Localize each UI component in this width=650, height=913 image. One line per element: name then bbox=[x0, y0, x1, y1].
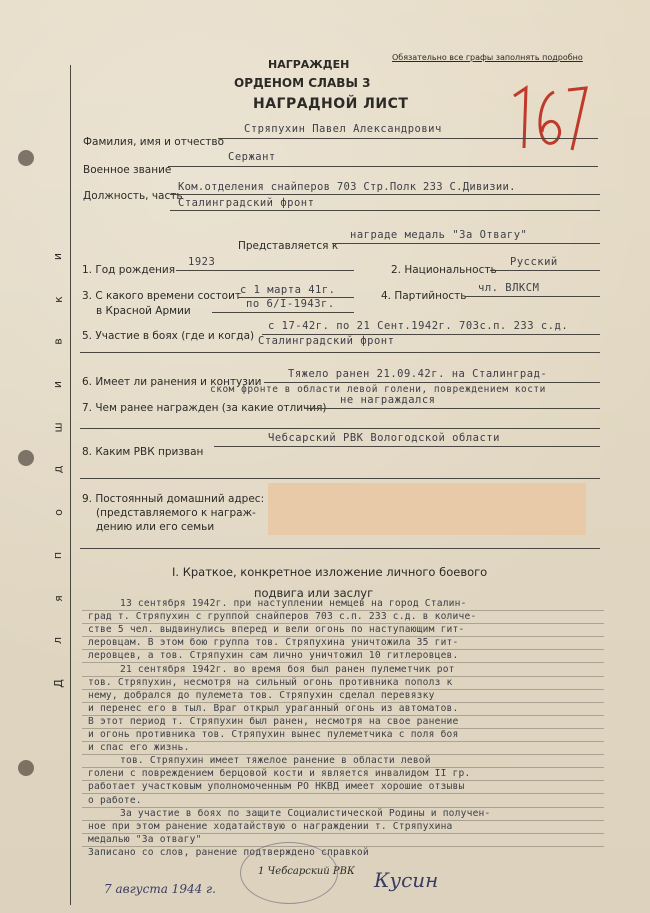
army-since-label-1: 3. С какого времени состоит bbox=[82, 290, 242, 302]
presented-value: награде медаль "За Отвагу" bbox=[350, 229, 528, 241]
birth-year-value: 1923 bbox=[188, 256, 216, 268]
narrative-line: ное при этом ранение ходатайствую о награждении т. Стряпухина bbox=[88, 820, 453, 832]
party-label: 4. Партийность bbox=[381, 290, 467, 302]
nationality-label: 2. Национальность bbox=[391, 264, 497, 276]
side-label-for-binding bbox=[48, 250, 68, 690]
army-since-value-2: по 6/I-1943г. bbox=[246, 298, 335, 310]
birth-year-label: 1. Год рождения bbox=[82, 264, 176, 276]
binding-margin-line bbox=[70, 65, 71, 905]
section-heading-line-1: I. Краткое, конкретное изложение личного боевого bbox=[172, 565, 488, 579]
presented-label: Представляется к bbox=[238, 240, 339, 252]
battles-value-line-1: с 17-42г. по 21 Сент.1942г. 703с.п. 233 с.д. bbox=[268, 320, 569, 332]
address-label-2: (представляемого к награж- bbox=[96, 507, 256, 519]
army-since-value-1: с 1 марта 41г. bbox=[240, 284, 336, 296]
narrative-line: леровцев, а тов. Стряпухин сам лично уничтожил 10 гитлеровцев. bbox=[88, 650, 459, 662]
narrative-line: нему, добрался до пулемета тов. Стряпухин сделал перевязку bbox=[88, 689, 435, 701]
side-letter: и bbox=[51, 380, 65, 389]
narrative-line: и огонь противника тов. Стряпухин вынес пулеметчика с поля боя bbox=[88, 729, 459, 740]
narrative-line: тов. Стряпухин имеет тяжелое ранение в области левой bbox=[120, 755, 431, 767]
address-label-1: 9. Постоянный домашний адрес: bbox=[82, 493, 265, 505]
narrative-line: стве 5 чел. выдвинулись вперед и вели огонь по наступающим гит- bbox=[88, 624, 465, 636]
award-stamp-line-1: НАГРАЖДЕН bbox=[268, 58, 350, 71]
name-value: Стряпухин Павел Александрович bbox=[244, 123, 442, 135]
position-value-line-2: Сталинградский фронт bbox=[178, 197, 315, 209]
punch-hole bbox=[18, 150, 34, 166]
punch-hole bbox=[18, 450, 34, 466]
narrative-line: В этот период т. Стряпухин был ранен, несмотря на свое ранение bbox=[88, 715, 459, 727]
redacted-address-block bbox=[268, 483, 586, 535]
side-letter: о bbox=[51, 509, 65, 516]
narrative-line: тов. Стряпухин, несмотря на сильный огонь противника пополз к bbox=[88, 676, 453, 688]
nationality-value: Русский bbox=[510, 256, 558, 268]
rvk-label: 8. Каким РВК призван bbox=[82, 446, 204, 458]
rank-label: Военное звание bbox=[83, 164, 172, 176]
narrative-line: Записано со слов, ранение подтверждено справкой bbox=[88, 846, 369, 858]
prev-awards-value: не награждался bbox=[340, 394, 436, 406]
document-title: НАГРАДНОЙ ЛИСТ bbox=[253, 96, 409, 112]
side-letter: п bbox=[51, 551, 65, 559]
narrative-line: За участие в боях по защите Социалистической Родины и получен- bbox=[120, 807, 491, 819]
document-date: 7 августа 1944 г. bbox=[104, 882, 216, 896]
position-value-line-1: Ком.отделения снайперов 703 Стр.Полк 233 С.Дивизии. bbox=[178, 181, 516, 193]
narrative-line: и перенес его в тыл. Враг открыл ураганный огонь из автоматов. bbox=[88, 702, 459, 714]
narrative-line: о работе. bbox=[88, 794, 142, 806]
side-letter: д bbox=[51, 466, 65, 474]
rank-value: Сержант bbox=[228, 151, 276, 163]
side-letter: ш bbox=[51, 422, 65, 433]
award-stamp-line-2: ОРДЕНОМ СЛАВЫ 3 bbox=[234, 76, 371, 90]
narrative-line: 21 сентября 1942г. во время боя был ранен пулеметчик рот bbox=[120, 663, 455, 675]
narrative-line: работает участковым уполномоченным РО НКВД имеет хорошие отзывы bbox=[88, 781, 465, 793]
narrative-line: леровцам. В этом бою группа тов. Стряпухина уничтожила 35 гит- bbox=[88, 637, 459, 649]
side-letter: Д bbox=[51, 679, 65, 688]
party-value: чл. ВЛКСМ bbox=[478, 282, 540, 294]
punch-hole bbox=[18, 760, 34, 776]
wounds-value-line-1: Тяжело ранен 21.09.42г. на Сталинград- bbox=[288, 368, 548, 380]
narrative-line: голени с повреждением берцовой кости и является инвалидом II гр. bbox=[88, 768, 471, 780]
side-letter: и bbox=[51, 252, 65, 261]
narrative-line: град т. Стряпухин с группой снайперов 703 с.п. 233 с.д. в количе- bbox=[88, 611, 477, 623]
section-heading-line-2: подвига или заслуг bbox=[254, 586, 374, 600]
battles-label: 5. Участие в боях (где и когда) bbox=[82, 330, 255, 342]
side-letter: л bbox=[51, 637, 65, 645]
stamp-text: 1 Чебсарский РВК bbox=[258, 866, 355, 877]
wounds-value-line-2: ском фронте в области левой голени, повреждением кости bbox=[210, 384, 546, 395]
prev-awards-label: 7. Чем ранее награжден (за какие отличия) bbox=[82, 402, 327, 414]
army-since-label-2: в Красной Армии bbox=[96, 305, 191, 317]
name-label: Фамилия, имя и отчество bbox=[83, 136, 225, 148]
side-letter: к bbox=[51, 295, 65, 303]
side-letter: в bbox=[51, 338, 65, 346]
position-label: Должность, часть bbox=[83, 190, 183, 202]
rvk-value: Чебсарский РВК Вологодской области bbox=[268, 432, 500, 444]
address-label-3: дению или его семьи bbox=[96, 521, 215, 533]
narrative-line: и спас его жизнь. bbox=[88, 742, 190, 754]
side-letter: я bbox=[51, 594, 65, 602]
svg-text:167: 167 bbox=[506, 78, 508, 79]
narrative-line: медалью "За отвагу" bbox=[88, 833, 202, 845]
red-registration-number bbox=[506, 78, 596, 158]
narrative-line: 13 сентября 1942г. при наступлении немцев на город Сталин- bbox=[120, 598, 467, 609]
wounds-label: 6. Имеет ли ранения и контузии bbox=[82, 376, 262, 388]
fill-instruction-note: Обязательно все графы заполнять подробно bbox=[392, 53, 583, 62]
battles-value-line-2: Сталинградский фронт bbox=[258, 335, 395, 347]
signature: Кусин bbox=[374, 868, 439, 892]
